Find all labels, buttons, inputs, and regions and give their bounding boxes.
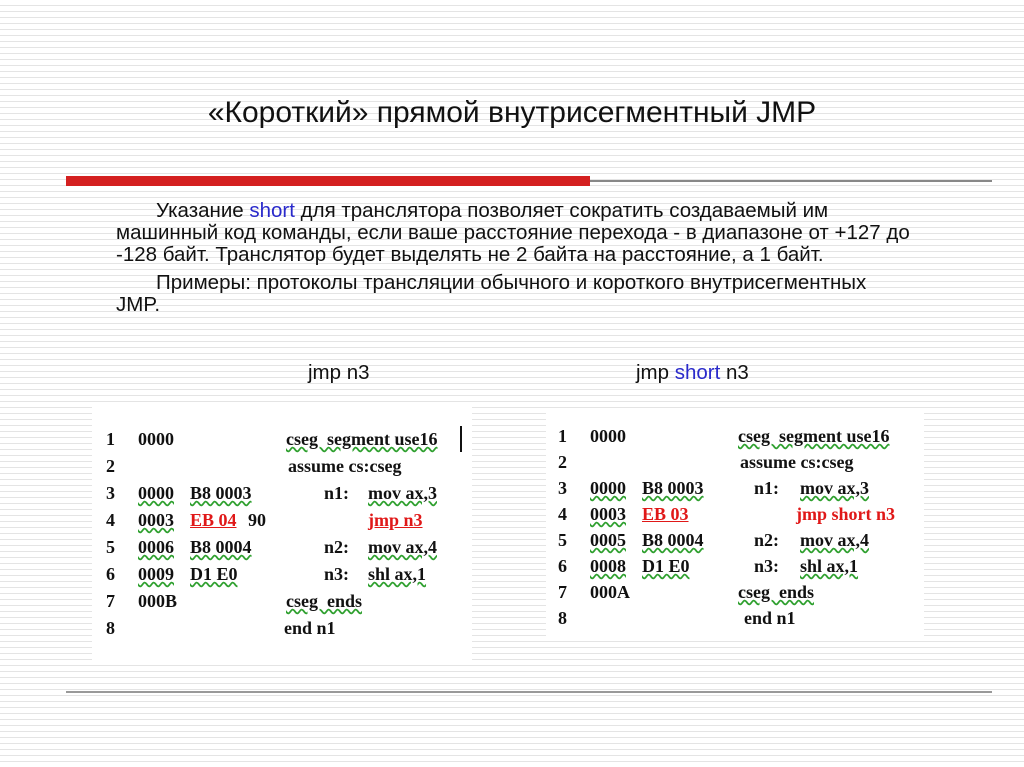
address: 0006: [138, 537, 174, 557]
address: 000A: [590, 582, 630, 602]
machine-code: B8 0004: [642, 530, 704, 550]
line-number: 3: [106, 483, 115, 503]
line-number: 2: [106, 456, 115, 476]
label-jmp-short-n3: [636, 361, 749, 385]
address: 0003: [138, 510, 174, 530]
machine-code-jmp-short: EB 03: [642, 504, 689, 524]
label-jmp-n3: jmp n3: [308, 361, 370, 384]
address: 0005: [590, 530, 626, 550]
instruction: shl ax,1: [800, 556, 859, 576]
instruction: mov ax,3: [800, 478, 869, 498]
instruction: end n1: [284, 618, 336, 638]
source-label: n1:: [324, 483, 350, 503]
instruction: shl ax,1: [368, 564, 427, 584]
source-label: n2:: [754, 530, 780, 550]
line-number: 8: [558, 608, 567, 628]
machine-code: D1 E0: [190, 564, 238, 584]
source-label: n3:: [324, 564, 350, 584]
instruction: cseg segment use16: [286, 429, 438, 449]
instruction: mov ax,4: [800, 530, 869, 550]
address: 000B: [138, 591, 178, 611]
instruction-jmp-short: jmp short n3: [796, 504, 896, 524]
line-number: 7: [106, 591, 115, 611]
machine-code: D1 E0: [642, 556, 690, 576]
address: 0000: [590, 426, 626, 446]
line-number: 8: [106, 618, 115, 638]
machine-code: B8 0004: [190, 537, 252, 557]
para1-short-keyword: short: [249, 199, 295, 222]
paragraph-short-description: [116, 200, 916, 266]
line-number: 5: [106, 537, 115, 557]
footer-rule: [66, 691, 992, 693]
address: 0000: [590, 478, 626, 498]
source-label: n3:: [754, 556, 780, 576]
address: 0009: [138, 564, 174, 584]
para1-text-a: Указание: [156, 199, 250, 222]
instruction-jmp: jmp n3: [368, 510, 423, 530]
text-cursor: [460, 426, 462, 452]
instruction: cseg ends: [738, 582, 814, 602]
instruction: cseg segment use16: [738, 426, 890, 446]
line-number: 4: [558, 504, 567, 524]
body-text: [116, 200, 916, 316]
line-number: 2: [558, 452, 567, 472]
line-number: 1: [106, 429, 115, 449]
line-number: 6: [558, 556, 567, 576]
line-number: 4: [106, 510, 115, 530]
machine-code-extra: 90: [248, 510, 266, 530]
line-number: 5: [558, 530, 567, 550]
instruction: mov ax,4: [368, 537, 437, 557]
label-right-b: n3: [720, 361, 749, 384]
machine-code: B8 0003: [190, 483, 252, 503]
instruction: mov ax,3: [368, 483, 437, 503]
listing-left: [92, 407, 472, 663]
address: 0008: [590, 556, 626, 576]
instruction: assume cs:cseg: [740, 452, 854, 472]
address: 0000: [138, 483, 174, 503]
address: 0003: [590, 504, 626, 524]
para1-text-b: для транслятора позволяет сократить создаваемый им машинный код команды, если ваше расстояние перехода - в диапазоне от +127 до -128 байт. Транслятор будет выделять не 2 байта на расстояние, а 1 байт.: [116, 199, 910, 266]
label-right-short-keyword: short: [674, 361, 721, 384]
instruction: assume cs:cseg: [288, 456, 402, 476]
machine-code-jmp: EB 04: [190, 510, 237, 530]
source-label: n2:: [324, 537, 350, 557]
instruction: end n1: [744, 608, 796, 628]
listing-right: [546, 409, 924, 641]
line-number: 6: [106, 564, 115, 584]
line-number: 3: [558, 478, 567, 498]
machine-code: B8 0003: [642, 478, 704, 498]
source-label: n1:: [754, 478, 780, 498]
title-accent-bar: [66, 176, 590, 186]
address: 0000: [138, 429, 174, 449]
line-number: 7: [558, 582, 567, 602]
instruction: cseg ends: [286, 591, 362, 611]
paragraph-examples: Примеры: протоколы трансляции обычного и короткого внутрисегментных JMP.: [116, 271, 867, 316]
label-right-a: jmp: [636, 361, 675, 384]
slide-title: «Короткий» прямой внутрисегментный JMP: [207, 96, 817, 129]
line-number: 1: [558, 426, 567, 446]
